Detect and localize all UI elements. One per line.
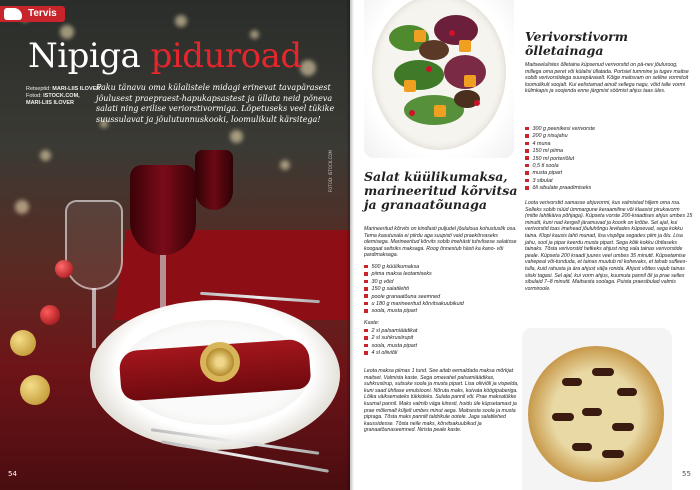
credits: [26, 86, 100, 107]
list-item: 3 sibulat: [525, 178, 695, 185]
list-item: 2 sl palsamiäädikat: [364, 328, 522, 335]
list-item: 300 g peenikesi verivorste: [525, 126, 695, 133]
recipe1-ingredients: [525, 126, 695, 193]
recipe2-title: Salat küülikumaksa, marineeritud kõrvitsa ja granaatõunaga: [364, 169, 518, 212]
recipe2-intro: Marineeritud kõrvits on kindlasti puljudel jõululoua kohustuslik osa. Tema kasutusala ei piirdu aga suupisti vaid praekõrvaseks olemisega. Marineeritud kõrvits sobib imehästi tuhvlisese salatisse koogaat seltsiks maksaga. Roog õnnestub hästi ka kano- või pardimaksaga.: [364, 226, 517, 259]
list-item: 150 ml porteriõlut: [525, 156, 695, 163]
tart-photo: [522, 328, 672, 490]
recipe2-dressing: [364, 328, 522, 358]
red-wine-glass: [130, 165, 196, 255]
christmas-ornament: [10, 330, 36, 356]
christmas-ornament: [55, 260, 73, 278]
headline-part1: Nipiga: [28, 36, 151, 76]
headline-part2: piduroad: [150, 36, 302, 76]
list-item: piima maksa leotamiseks: [364, 271, 522, 278]
side-credit: FOTOD: ISTOCK.COM: [328, 150, 333, 193]
napkin-ring: [200, 342, 240, 382]
credit-label: Retseptid:: [26, 86, 53, 92]
page-number-right: 55: [682, 470, 691, 478]
list-item: 30 g võid: [364, 279, 522, 286]
list-item: soola, musta pipart: [364, 308, 522, 315]
credit-value: ISTOCK.COM,: [43, 93, 80, 99]
list-item: 150 ml piima: [525, 148, 695, 155]
list-item: 2 sl suhkrusiirupit: [364, 335, 522, 342]
list-item: u 180 g marineeritud kõrvitsakuubikuid: [364, 301, 522, 308]
list-item: 4 muna: [525, 141, 695, 148]
list-item: 200 g nisujahu: [525, 133, 695, 140]
lede-text: Paku tänavu oma külalistele midagi erinevat tavapärasest jõulusest praepraest-hapukapsastest ja üllata neid põneva salati ning erilise veriorstivormiga. Lõpetuseks veel tükike suussulavat ja jõulutunnuskooki, loomulikult kärsitega!: [96, 83, 335, 124]
list-item: õli sibulate praadimiseks: [525, 185, 695, 192]
recipe1-intro: Maitseelulistes õlletaina küpsenud verivorstid on pä-nev jõuluroog, millega oma peret või külalisi üllatada. Portsiel tummine ja tugev maitse sobib verivorstidega suurepäraselt. Kõige maitsvam on selline vormitoit loomulikult soojalt. Kui eelistamad ainult sellega nagu, võid talle vormi külmkapis ja soojenda enne järgmist söömist ahjus taas üles.: [525, 62, 689, 95]
list-item: 150 g salatilehti: [364, 286, 522, 293]
list-item: poole granaatõuna seemned: [364, 294, 522, 301]
list-item: soola, musta pipart: [364, 343, 522, 350]
recipe1-title: Verivorstivorm õlletainaga: [525, 29, 628, 58]
list-item: 500 g küülikumaksa: [364, 264, 522, 271]
credit-label: Fotod:: [26, 93, 44, 99]
credit-value: MARI-LIIS ILOVER: [26, 100, 74, 106]
recipe2-method: Leota maksa piimas 1 tund. See aitab eemaldada maksa mõrkjat maitset. Valmista kaste. Sega omavahel palsamiäädikas, suhkrusiirup, sutsuke soola ja musta pipart. Lisa oliiviõli ja vispelda, kuni saad ühtlase emulsiooni. Nõruta maks, kuivata köögipaberiga. Lõika väiksemateks tükkideks. Sulata pannil või. Prae maksatükke kuumal pannil. Maks valmib väga kiiresti, hoidu üle küpsetamast ja prae mõlemalt küljelt umbes minut aega. Maitsesta soola ja musta pipraga. Tõsta maks pannilt taldrikule ootele. Jaga salatilehed kaussidesse. Tõsta neile maks, kõrvitsakuubikud ja granaatõunaseemned. Nirista peale kaste.: [364, 368, 519, 434]
clear-wine-glass-stem: [92, 288, 96, 348]
headline: [28, 36, 302, 76]
credit-value: MARI-LIIS ILOVER: [52, 86, 101, 92]
christmas-ornament: [20, 375, 50, 405]
recipe2-ingredients: [364, 264, 522, 316]
christmas-ornament: [40, 305, 60, 325]
list-item: musta pipart: [525, 170, 695, 177]
right-page: [350, 0, 700, 490]
clear-wine-glass: [65, 200, 123, 290]
wine-glass-back: [195, 150, 233, 210]
section-label: Tervis: [28, 8, 57, 19]
list-item: 0,5 tl soola: [525, 163, 695, 170]
recipe2-dressing-label: Kaste:: [364, 320, 380, 326]
salad-photo: [364, 0, 514, 158]
list-item: 4 sl oliiviõli: [364, 350, 522, 357]
recipe1-method: Loota verivorstid samasse ahjuvormi, kus valmistad hiljem oma roa. Selleks sobib nüüd ümmargune keraamiline või klaasist pirukavorm (mitte lahtikäiva põhjaga). Küpseta vorste 200-kraadises ahjus umbes 15 minutit, kuni nad kergelt järamuvad ja koorik on krõbe. Sel ajal, kui verivorstid toas imehead jõuluhõngu levitades küpsevad, sega kokku taina. Klopi kausis lahti munad, lisa vispliga segades piim ja õlu. Lisa jahu, sool ja pipar keerdu musta pipart. Sega kõik kokku ühtlaseks tainaks. Tõsta verivorstid hetkeks ahjust ning vala tainas verivorstide peale. Küpseta 200 kraadi juures veel umbes 35 minutit. Küpsetamise vahepeal või-tunduda, et tainas muutub nii kohevaks, et tahab suflees-tulla, kuid rahusta ja ära ahjust välja ronida. Ahjust võttes vajub tainas siiski tagasi. Sel ajal, kui vorm ahjus, kuumuta pannil õli ja prae selles sibulaid 7–8 minutit. Maitsesta soolaga. Puista praesibulad valmis vormiroole.: [525, 200, 693, 292]
section-mark-icon: [4, 8, 22, 20]
page-number-left: 54: [8, 470, 17, 478]
page-gutter: [346, 0, 354, 490]
